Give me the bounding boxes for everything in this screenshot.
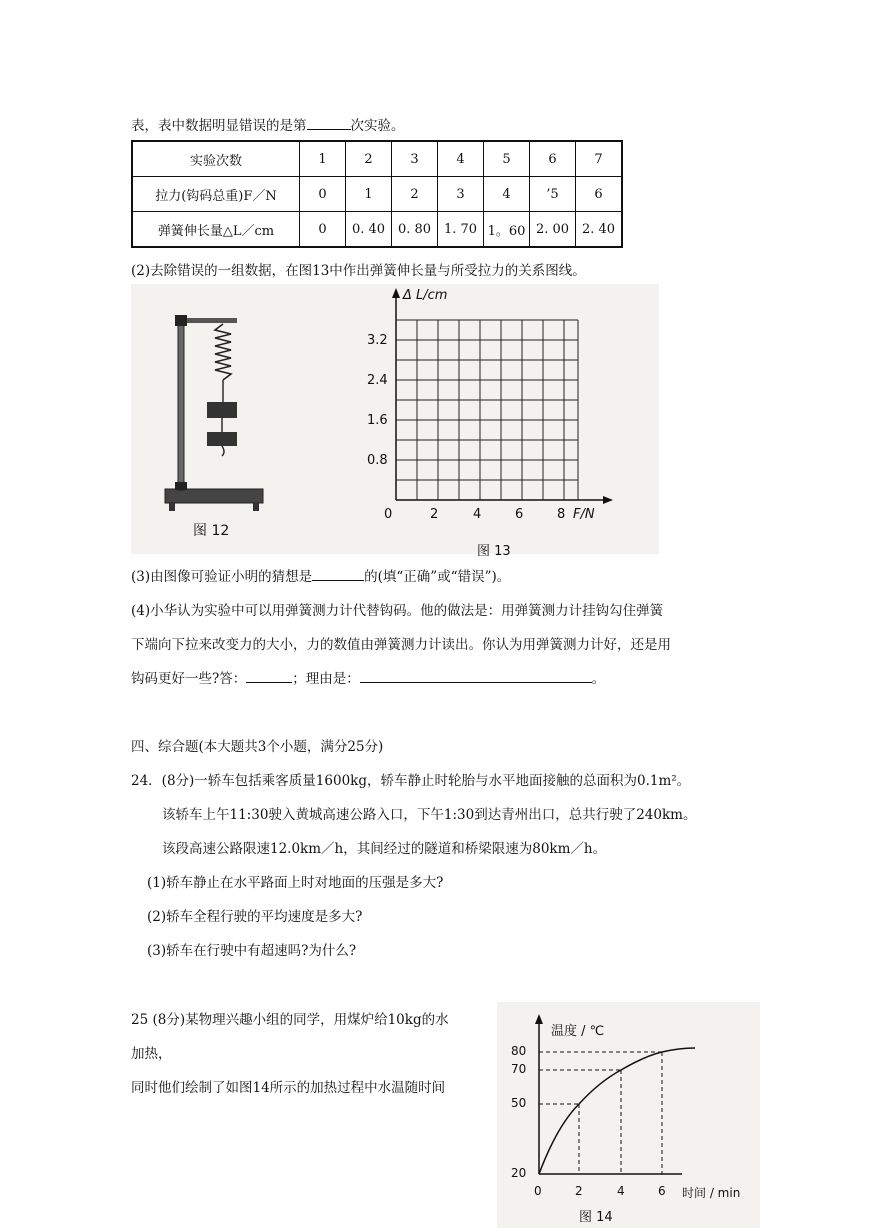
table-cell: ’5	[530, 177, 576, 212]
table-cell: 1. 70	[438, 212, 484, 248]
table-row	[132, 212, 622, 248]
table-cell: 2	[392, 177, 438, 212]
q4-end: 。	[591, 671, 606, 687]
question-25-line-1: 25 (8分)某物理兴趣小组的同学，用煤炉给10kg的水	[131, 1012, 449, 1028]
data-table	[131, 140, 623, 248]
q4-answer-label: 钩码更好一些?答：	[131, 671, 247, 687]
q4-reason-label: ；理由是：	[292, 671, 360, 687]
question-2: (2)去除错误的一组数据，在图13中作出弹簧伸长量与所受拉力的关系图线。	[131, 263, 586, 279]
table-cell: 2	[346, 141, 392, 177]
question-24-line-3: 该段高速公路限速12.0km／h，其间经过的隧道和桥梁限速为80km／h。	[162, 841, 607, 857]
table-cell: 0. 40	[346, 212, 392, 248]
question-24-line-2: 该轿车上午11:30驶入黄城高速公路入口，下午1:30到达青州出口，总共行驶了240km。	[162, 807, 697, 823]
question-4-line-3	[131, 667, 605, 687]
question-24-sub-2: (2)轿车全程行驶的平均速度是多大?	[147, 909, 363, 925]
line1-post: 次实验。	[350, 118, 405, 134]
table-cell: 7	[576, 141, 623, 177]
figure-14-x-tick: 0	[534, 1184, 542, 1198]
figure-14-y-tick: 20	[511, 1166, 527, 1180]
question-24-sub-3: (3)轿车在行驶中有超速吗?为什么?	[147, 943, 357, 959]
question-line-1	[131, 114, 405, 134]
answer-blank[interactable]	[312, 568, 364, 581]
figure-13-x-tick: 8	[557, 507, 566, 522]
table-cell: 弹簧伸长量△L／cm	[132, 212, 300, 248]
figure-13-label: 图 13	[477, 544, 511, 559]
figure-13-y-tick: 3.2	[367, 333, 388, 348]
table-cell: 0	[300, 212, 346, 248]
question-25-line-3: 同时他们绘制了如图14所示的加热过程中水温随时间	[131, 1080, 446, 1096]
figure-14-y-tick: 80	[511, 1044, 527, 1058]
table-cell: 1	[300, 141, 346, 177]
table-cell: 5	[484, 141, 530, 177]
question-4-line-2: 下端向下拉来改变力的大小，力的数值由弹簧测力计读出。你认为用弹簧测力计好，还是用	[131, 637, 671, 653]
figure-14-area	[497, 1002, 760, 1228]
figure-13-x-tick: 2	[430, 507, 439, 522]
figure-14-x-tick: 4	[617, 1184, 625, 1198]
figure-13-y-tick: 2.4	[367, 373, 388, 388]
answer-blank[interactable]	[307, 117, 351, 130]
table-cell: 实验次数	[132, 141, 300, 177]
q3-pre: (3)由图像可验证小明的猜想是	[131, 569, 313, 585]
table-cell: 0. 80	[392, 212, 438, 248]
section-heading: 四、综合题(本大题共3个小题，满分25分)	[131, 739, 384, 755]
figure-14-x-tick: 6	[658, 1184, 666, 1198]
table-cell: 0	[300, 177, 346, 212]
question-3	[131, 565, 510, 585]
table-cell: 4	[438, 141, 484, 177]
figure-13-y-axis-label: Δ L/cm	[403, 288, 448, 303]
figure-13-x-tick: 6	[515, 507, 524, 522]
table-cell: 2. 00	[530, 212, 576, 248]
figure-13-y-tick: 1.6	[367, 413, 388, 428]
table-cell: 6	[576, 177, 623, 212]
question-25-line-2: 加热，	[131, 1046, 172, 1062]
answer-blank[interactable]	[246, 670, 292, 683]
table-cell: 1	[346, 177, 392, 212]
table-cell: 4	[484, 177, 530, 212]
table-cell: 1。60	[484, 212, 530, 248]
table-cell: 拉力(钩码总重)F／N	[132, 177, 300, 212]
table-row	[132, 141, 622, 177]
q3-post: 的(填“正确”或“错误”)。	[364, 569, 511, 585]
question-4-line-1: (4)小华认为实验中可以用弹簧测力计代替钩码。他的做法是：用弹簧测力计挂钩勾住弹簧	[131, 603, 664, 619]
figure-14-y-axis-label: 温度 / ℃	[551, 1024, 605, 1039]
figure-14-y-tick: 50	[511, 1096, 527, 1110]
figure-13-y-tick: 0.8	[367, 453, 388, 468]
question-24-sub-1: (1)轿车静止在水平路面上时对地面的压强是多大?	[147, 875, 444, 891]
table-cell: 3	[392, 141, 438, 177]
line1-pre: 表，表中数据明显错误的是第	[131, 118, 307, 134]
answer-blank[interactable]	[360, 670, 592, 683]
figure-14-x-axis-label: 时间 / min	[682, 1186, 741, 1200]
table-cell: 3	[438, 177, 484, 212]
figure-14-x-tick: 2	[575, 1184, 583, 1198]
figure-12-label: 图 12	[193, 523, 230, 539]
table-row	[132, 177, 622, 212]
table-cell: 2. 40	[576, 212, 623, 248]
figure-14-label: 图 14	[579, 1210, 613, 1225]
figure-13-x-tick: 0	[384, 507, 393, 522]
figure-12-13-area	[131, 284, 659, 559]
table-cell: 6	[530, 141, 576, 177]
figure-13-x-axis-label: F/N	[573, 507, 595, 522]
question-24-line-1: 24．(8分)一轿车包括乘客质量1600kg，轿车静止时轮胎与水平地面接触的总面积为0.1m²。	[131, 773, 691, 789]
figure-14-y-tick: 70	[511, 1062, 527, 1076]
figure-13-x-tick: 4	[473, 507, 482, 522]
